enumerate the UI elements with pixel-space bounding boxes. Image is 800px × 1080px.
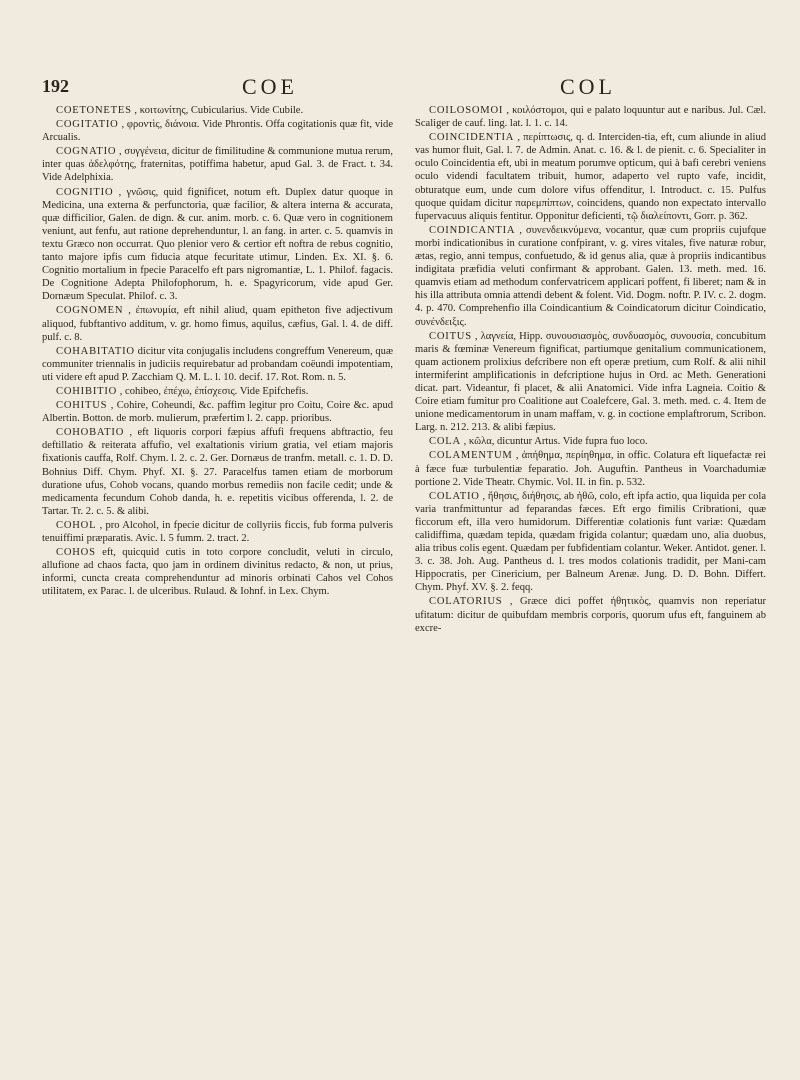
entry-text: , λαγνεία, Hipp. συνουσιασμὸς, συνδυασμὸς, συνουσία, concubitum maris & fœminæ Venereum fignificat, partiumque genitalium communicationem, quam actionem prolixius defcribere non eft operæ pretium, cum Rolf. & alii nihil intermiferint amplificationis in defcriptione hujus in Ord. ac Meth. Generationi dicat. part. Videantur, fi placet, & alii Anatomici. Vide infra Lagneia. Coitio & Coire etiam fumitur pro Coalitione aut Coalefcere, Gal. 3. meth. med. c. 4. Item de unione medicamentorum in unam maffam, v. g. in coctione emplaftrorum, Scribon. Larg. n. 212. 213. & alibi fæpius. (415, 330, 766, 434)
entry-text: , κῶλα, dicuntur Artus. Vide fupra fuo loco. (463, 436, 648, 448)
text-columns (42, 104, 766, 1080)
dictionary-entry (42, 104, 393, 117)
entry-headword: COHOL (56, 519, 97, 531)
dictionary-entry (42, 304, 393, 343)
entry-headword: COITUS (429, 330, 472, 342)
dictionary-entry (42, 399, 393, 425)
entry-headword: COGITATIO (56, 119, 119, 131)
entry-headword: COHOBATIO (56, 427, 125, 439)
entry-text: , ἤθησις, διήθησις, ab ἠθῶ, colo, eft ipfa actio, qua liquida per cola varia tranfmittuntur ad feparandas fæces. Eft ergo fimilis Cribrationi, quæ ficcorum eft, illa vero humidorum. Differentiæ colationis funt variæ: Quædam calidiffima, quædam tepida, quædam frigida colantur; quædam uno, alia duobus, alia tribus colis egent. Quædam per fubfidentiam colantur. Weker. Antidot. gener. l. 3. c. 38. Joh. Aug. Pantheus d. l. tres modos colationis tradidit, per Mani-cam Hippocratis, per Cinericium, per Balneum Arenæ. Jung. D. D. Bohn. Differt. Chym. Phyf. XV. §. 2. feqq. (415, 490, 766, 594)
entry-headword: COHITUS (56, 400, 108, 412)
entry-headword: COLATIO (429, 490, 480, 502)
dictionary-entry (42, 385, 393, 398)
dictionary-entry (42, 426, 393, 518)
entry-text: , κοιλόστομοι, qui e palato loquuntur aut e naribus. Jul. Cæl. Scaliger de cauf. ling. lat. l. 1. c. 14. (415, 105, 766, 130)
running-title-left: COE (242, 74, 298, 99)
entry-text: , Græce dici poffet ἠθητικὸς, quamvis non reperiatur ufitatum: dicitur de quibufdam membris corporis, quorum ufus eft, fanguinem ab excre- (415, 596, 766, 634)
entry-headword: COGNOMEN (56, 305, 124, 317)
running-head (42, 72, 766, 102)
entry-text: , ἐπωνυμία, eft nihil aliud, quam epitheton five adjectivum aliquod, fubftantivo additum, v. gr. homo fimus, aquilus, cæfius, Gal. l. 4. de diff. pulf. c. 8. (42, 305, 393, 343)
dictionary-entry (42, 519, 393, 545)
running-title-right: COL (560, 74, 616, 99)
dictionary-entry (42, 546, 393, 598)
entry-text: dicitur vita conjugalis includens congreffum Venereum, quæ communiter triennalis in judiciis requirebatur ad probandam coëundi impotentiam, uti videre eft apud P. Zacchiam Q. M. L. l. 10. decif. 17. Rot. Rom. n. 5. (42, 345, 393, 383)
dictionary-entry (42, 186, 393, 304)
dictionary-entry (42, 145, 393, 184)
dictionary-entry (415, 224, 766, 329)
dictionary-entry (415, 449, 766, 488)
entry-text: , φροντὶς, διάνοια. Vide Phrontis. Offa cogitationis quæ fit, vide Arcualis. (42, 119, 393, 144)
entry-headword: COGNITIO (56, 186, 114, 198)
dictionary-entry (415, 435, 766, 448)
left-column (42, 104, 393, 1080)
dictionary-entry (42, 345, 393, 384)
entry-headword: COHOS (56, 547, 96, 559)
entry-headword: COINDICANTIA (429, 224, 516, 236)
entry-headword: COETONETES (56, 105, 132, 116)
entry-text: , γνῶσις, quid fignificet, notum eft. Duplex datur quoque in Medicina, una externa & perfunctoria, quæ facilior, & altera interna & accurata, quæ difficilior, Galen. de dign. & cur. anim. morb. c. 6. Quæ vero in cognitionem veniunt, aut fenfu, aut ratione deprehenduntur, l. an fang. in arter. c. 5. quamvis in textu Græco non occurrat. Quo plenior vero & certior eft noftra de rebus cognitio, tanto majore ipfis cum fiducia atque fecuritate utimur, Linden. Ex. XI. §. 6. Cognitio mortalium in fpecie Paracelfo eft pars nigromantiæ, L. 1. Philof. fagacis. De Cognitione Adepta Philofophorum, h. e. Spagyricorum, vide apud Ger. Dornæum Speculat. Philof. c. 3. (42, 186, 393, 303)
entry-text: , cohibeo, ἐπέχω, ἐπίσχεσις. Vide Epifchefis. (119, 385, 309, 397)
dictionary-entry (415, 131, 766, 223)
entry-headword: COILOSOMOI (429, 105, 504, 116)
entry-text: , ἀπήθημα, περίηθημα, in offic. Colatura eft liquefactæ rei à fæce fuæ turbulentiæ feparatio. Joh. Auguftin. Pantheus in Voarchadumiæ portione 2. Vide Theatr. Chymic. Vol. II. in fin. p. 532. (415, 450, 766, 488)
entry-headword: COGNATIO (56, 146, 117, 158)
entry-text: , pro Alcohol, in fpecie dicitur de collyriis ficcis, fub forma pulveris tenuiffimi præparatis. Avic. l. 5 fumm. 2. tract. 2. (42, 519, 393, 544)
dictionary-entry (42, 118, 393, 144)
right-column (415, 104, 766, 1080)
entry-headword: COLA (429, 436, 461, 448)
page-number: 192 (42, 76, 69, 96)
dictionary-entry (415, 595, 766, 634)
entry-text: , κοιτωνίτης, Cubicularius. Vide Cubile. (134, 105, 304, 116)
entry-text: , συνενδεικνύμενα, vocantur, quæ cum propriis cujufque morbi indicationibus in curatione confpirant, v. g. vires vitales, five naturæ robur, ætas, regio, anni tempus, confuetudo, & id genus alia, quæ à propriis indicantibus indigitata præfidia veluti confirmant & approbant. Galen. 13. meth. med. 16. quamvis etiam ad methodum confervatricem applicari poffent, fi liberet; nam & in his illa attributa omnia attendi debent & folent. Vid. Dogm. noftr. P. IV. c. 2. dogm. 4. p. 470. Comprehenfio illa Coindicantium & Coindicatorum dicitur Coindicatio, συνένδειξις. (415, 224, 766, 328)
entry-text: , περίπτωσις, q. d. Interciden-tia, eft, cum aliunde in aliud vas humor fluit, Gal. l. 7. de Admin. Anat. c. 16. & l. de pienit. c. 6. Specialiter in oculo Coincidentia eft, ubi in meatum porumve opticum, qui à bafi cerebri veniens oculo videndi facultatem tribuit, humor, adaperto vel rupto vafe, incidit, obturatque eum, unde cum dolore vifus offenditur, l. Introduct. c. 15. Pulfus quoque quidam dicitur παρεμπίπτων, coincidens, quando non expectato intervallo fupervacuus aliquis fentitur. Opponitur deficienti, τῷ διαλείποντι, Gorr. p. 362. (415, 132, 766, 222)
entry-headword: COLAMENTUM (429, 450, 513, 462)
entry-headword: COLATORIUS (429, 596, 503, 608)
entry-headword: COINCIDENTIA (429, 132, 515, 144)
entry-headword: COHABITATIO (56, 345, 135, 357)
entry-text: , Cohire, Coheundi, &c. paffim legitur pro Coitu, Coire &c. apud Albertin. Botton. de morb. mulierum, præfertim l. 2. capp. prioribus. (42, 400, 393, 425)
entry-text: , eft liquoris corpori fæpius affufi frequens abftractio, feu deftillatio & reiterata affufio, vel exaltationis virium gratia, vel etiam majoris fixationis cauffa, Rolf. Chym. l. 2. c. 2. Ger. Dornæus de tranfm. metall. c. 1. D. D. Bohnius Diff. Chym. Phyf. XI. §. 27. Paracelfus tamen etiam de morborum duratione ufus, Cohob vocans, quando morbus remediis non facile cedit; unde & medicamenta fecundum Cohob danda, h. e. repetitis vicibus offerenda, l. 2. de Tartar. Tr. 2. c. 5. & alibi. (42, 427, 393, 517)
dictionary-entry (415, 490, 766, 595)
entry-headword: COHIBITIO (56, 385, 118, 397)
entry-text: eft, quicquid cutis in toto corpore concludit, veluti in circulo, allufione ad chaos facta, quo jam in ordinem divinitus redacto, & non, ut prius, informi, cuncta creata comprehenduntur ad minoris orbinati Cahos vel Cohos utilitatem, ex Parac. l. de ulceribus. Rulaud. & Iohnf. in Lex. Chym. (42, 547, 393, 598)
entry-text: , συγγένεια, dicitur de fimilitudine & communione mutua rerum, inter quas ἀδελφότης, fraternitas, potiffima habetur, apud Gal. 3. de Fract. t. 34. Vide Adelphixia. (42, 146, 393, 184)
dictionary-entry (415, 330, 766, 435)
dictionary-entry (415, 104, 766, 130)
